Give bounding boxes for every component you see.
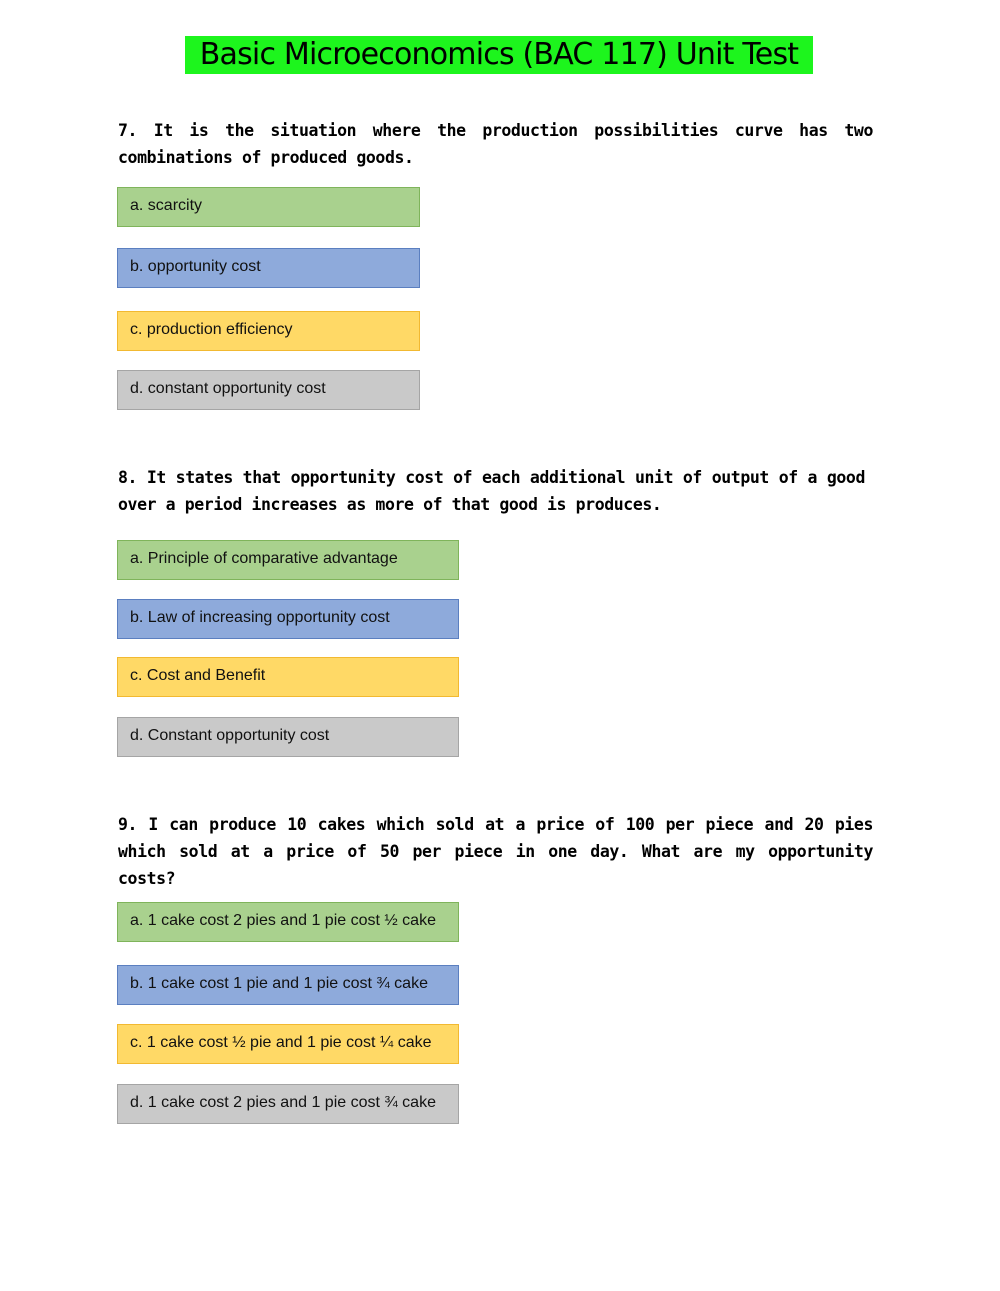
question-7-text: 7. It is the situation where the production possibilities curve has two combinations of produced goods.: [118, 121, 873, 167]
page-title: Basic Microeconomics (BAC 117) Unit Test: [185, 36, 813, 74]
question-7-option-b[interactable]: b. opportunity cost: [117, 248, 420, 288]
question-9-option-b[interactable]: b. 1 cake cost 1 pie and 1 pie cost ¾ cake: [117, 965, 459, 1005]
question-7-option-c[interactable]: c. production efficiency: [117, 311, 420, 351]
question-9-option-c[interactable]: c. 1 cake cost ½ pie and 1 pie cost ¼ cake: [117, 1024, 459, 1064]
question-9-option-d[interactable]: d. 1 cake cost 2 pies and 1 pie cost ¾ cake: [117, 1084, 459, 1124]
question-7-option-a[interactable]: a. scarcity: [117, 187, 420, 227]
question-8-option-c[interactable]: c. Cost and Benefit: [117, 657, 459, 697]
question-8-option-d[interactable]: d. Constant opportunity cost: [117, 717, 459, 757]
question-9-text: 9. I can produce 10 cakes which sold at a price of 100 per piece and 20 pies which sold at a price of 50 per piece in one day. What are my opportunity costs?: [118, 815, 873, 888]
question-9-option-a[interactable]: a. 1 cake cost 2 pies and 1 pie cost ½ cake: [117, 902, 459, 942]
question-8-text: 8. It states that opportunity cost of each additional unit of output of a good over a period increases as more of that good is produces.: [118, 468, 865, 514]
question-8-option-a[interactable]: a. Principle of comparative advantage: [117, 540, 459, 580]
question-8-option-b[interactable]: b. Law of increasing opportunity cost: [117, 599, 459, 639]
question-7-option-d[interactable]: d. constant opportunity cost: [117, 370, 420, 410]
